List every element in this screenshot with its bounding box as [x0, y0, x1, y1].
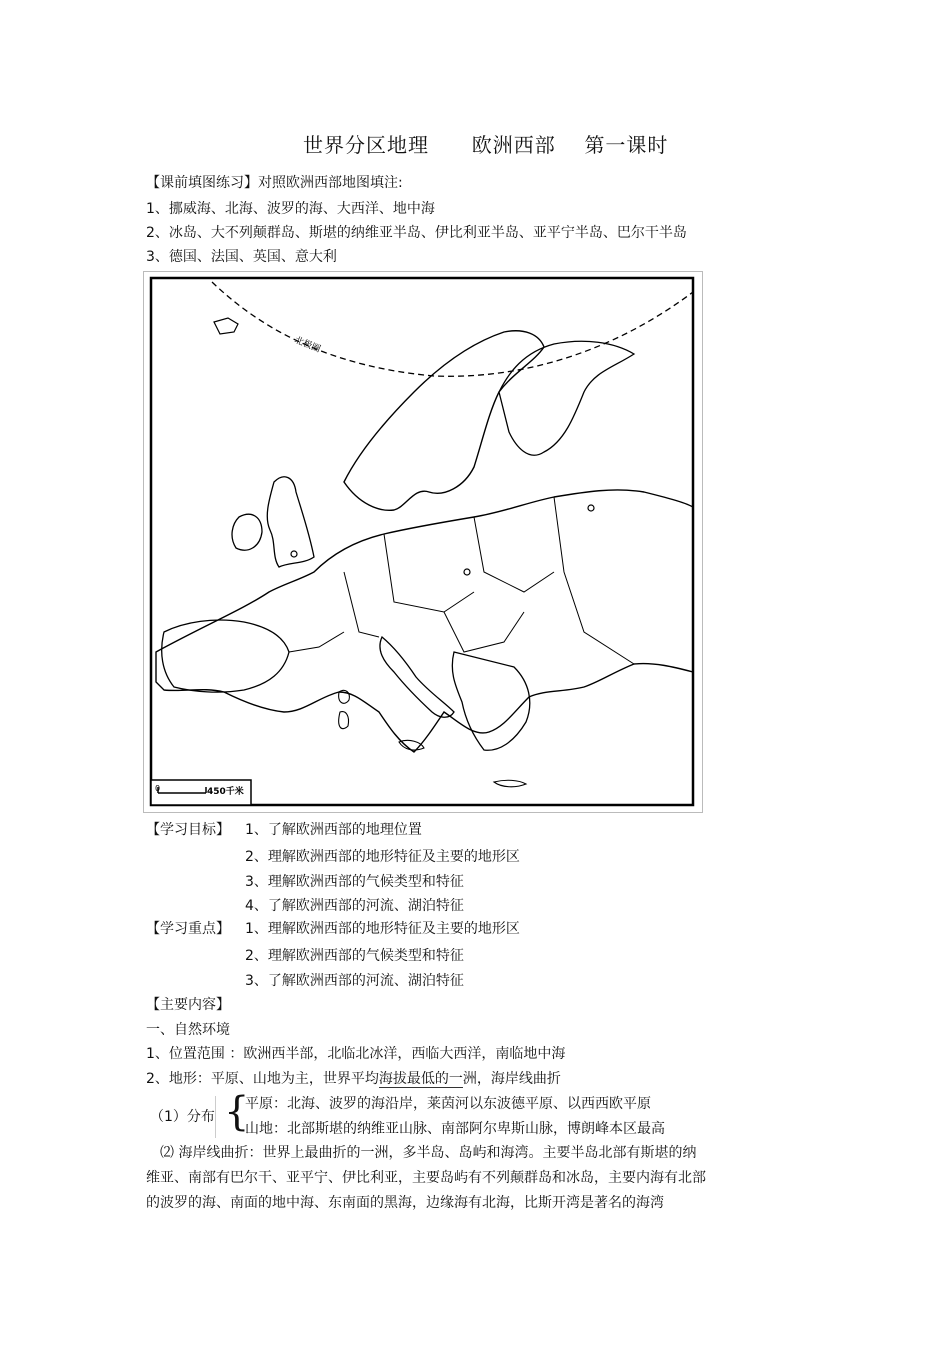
mountain-line: 山地：北部斯堪的纳维亚山脉、南部阿尔卑斯山脉，博朗峰本区最高 [245, 1121, 665, 1137]
sardinia-shape [339, 712, 349, 729]
focus-item-2: 2、理解欧洲西部的气候类型和特征 [245, 948, 464, 964]
arctic-circle-label: 北极圈 [292, 335, 322, 355]
focus-item-1: 1、理解欧洲西部的地形特征及主要的地形区 [245, 921, 520, 937]
terrain-text-underlined: 海拔最低的一 [378, 1071, 463, 1087]
goal-item-2: 2、理解欧洲西部的地形特征及主要的地形区 [245, 849, 520, 865]
capital-marker [464, 569, 470, 575]
capital-marker [588, 505, 594, 511]
goal-item-4: 4、了解欧洲西部的河流、湖泊特征 [245, 898, 464, 914]
location-line: 1、位置范围 ：欧洲西半部，北临北冰洋，西临大西洋，南临地中海 [146, 1046, 566, 1062]
prelesson-item-1: 1、挪威海、北海、波罗的海、大西洋、地中海 [146, 201, 435, 217]
border-line [344, 572, 379, 637]
border-line [444, 612, 524, 652]
europe-outline-map [143, 271, 703, 813]
title-lesson: 第一课时 [584, 133, 669, 157]
scandinavia-shape [344, 331, 544, 511]
balkans-shape [452, 652, 529, 750]
scale-zero: 0 [155, 784, 161, 793]
prelesson-item-2: 2、冰岛、大不列颠群岛、斯堪的纳维亚半岛、伊比利亚半岛、亚平宁半岛、巴尔干半岛 [146, 225, 687, 241]
coastline-line-3: 的波罗的海、南面的地中海、东南面的黑海，边缘海有北海，比斯开湾是著名的海湾 [146, 1195, 664, 1211]
terrain-text-b: 洲，海岸线曲折 [462, 1071, 561, 1087]
plain-line: 平原：北海、波罗的海沿岸，莱茵河以东波德平原、以西西欧平原 [245, 1096, 651, 1112]
title-subject: 世界分区地理 [303, 133, 429, 157]
coastline-line-2: 维亚、南部有巴尔干、亚平宁、伊比利亚，主要岛屿有不列颠群岛和冰岛，主要内海有北部 [146, 1170, 706, 1186]
border-line [554, 497, 634, 664]
italy-shape [380, 637, 454, 717]
ireland-shape [232, 514, 262, 550]
border-line [289, 632, 344, 652]
goals-label: 【学习目标】 [146, 822, 230, 838]
prelesson-heading: 【课前填图练习】对照欧洲西部地图填注: [146, 175, 403, 191]
capital-marker [291, 551, 297, 557]
map-canvas [144, 272, 702, 812]
page-title [303, 129, 668, 158]
divider [215, 1096, 217, 1138]
title-region: 欧洲西部 [471, 133, 556, 157]
iberia-shape [162, 620, 289, 692]
focus-label: 【学习重点】 [146, 921, 230, 937]
iceland-shape [214, 318, 238, 334]
prelesson-item-3: 3、德国、法国、英国、意大利 [146, 249, 337, 265]
content-heading: 【主要内容】 [146, 997, 230, 1013]
border-line [474, 517, 554, 592]
brace-glyph: { [224, 1089, 250, 1135]
distribution-label: （1）分布 [150, 1109, 215, 1125]
terrain-text-a: 2、地形：平原、山地为主，世界平均 [146, 1071, 379, 1087]
focus-item-3: 3、了解欧洲西部的河流、湖泊特征 [245, 973, 464, 989]
map-border [151, 278, 693, 805]
terrain-line [146, 1068, 561, 1088]
coastline-line-1: ⑵ 海岸线曲折：世界上最曲折的一洲，多半岛、岛屿和海湾。主要半岛北部有斯堪的纳 [160, 1145, 697, 1161]
border-line [384, 534, 474, 612]
scale-label: 450千米 [207, 787, 244, 797]
section-natural-environment: 一、自然环境 [146, 1022, 230, 1038]
goal-item-1: 1、了解欧洲西部的地理位置 [245, 822, 422, 838]
crete-shape [494, 780, 526, 787]
goal-item-3: 3、理解欧洲西部的气候类型和特征 [245, 874, 464, 890]
